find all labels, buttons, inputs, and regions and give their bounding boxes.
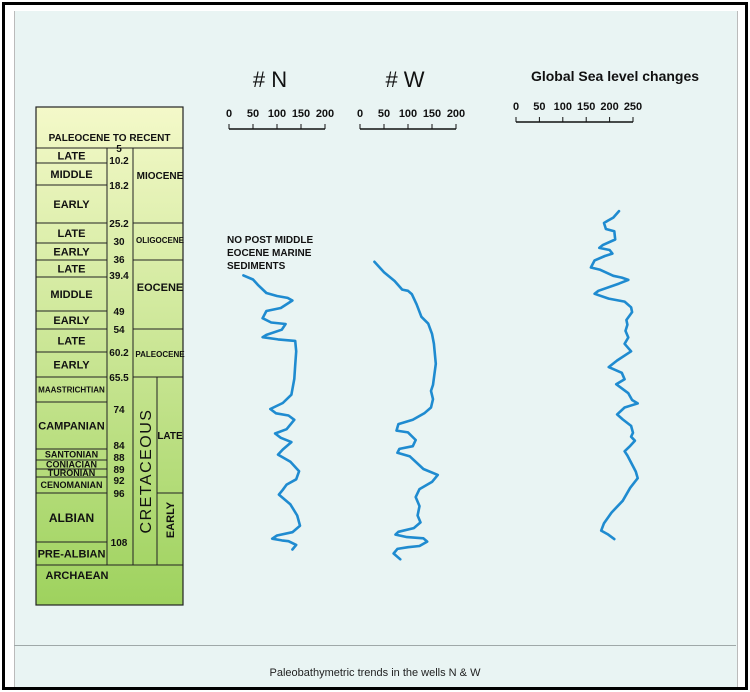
stage-label: CENOMANIAN xyxy=(40,480,103,491)
data-point xyxy=(437,474,439,476)
x-tick-label: 50 xyxy=(377,108,391,120)
data-point xyxy=(605,228,607,230)
data-point xyxy=(624,378,626,380)
age-tick-label: 10.2 xyxy=(109,156,129,167)
x-tick-label: 50 xyxy=(533,101,546,113)
data-point xyxy=(632,432,634,434)
data-point xyxy=(622,500,624,502)
data-point xyxy=(292,531,294,533)
age-tick-label: 36 xyxy=(113,255,125,266)
x-tick-label: 250 xyxy=(623,101,643,113)
data-point xyxy=(282,402,284,404)
data-point xyxy=(625,330,627,332)
x-tick-label: 150 xyxy=(291,108,311,120)
data-point xyxy=(393,553,395,555)
x-tick-label: 150 xyxy=(422,108,442,120)
age-tick-label: 92 xyxy=(113,476,125,487)
stage-label: ALBIAN xyxy=(48,510,95,525)
stage-label: CAMPANIAN xyxy=(38,420,105,433)
data-point xyxy=(604,255,606,257)
data-point xyxy=(432,384,434,386)
data-point xyxy=(630,425,632,427)
age-tick-label: 60.2 xyxy=(109,348,129,359)
data-point xyxy=(431,481,433,483)
data-point xyxy=(419,545,421,547)
subperiod-label: EARLY xyxy=(165,501,177,539)
data-point xyxy=(426,541,428,543)
subperiod-label: LATE xyxy=(157,431,183,442)
data-point xyxy=(295,478,297,480)
bottom-unit-label: ARCHAEAN xyxy=(45,570,109,582)
age-tick-label: 96 xyxy=(113,489,125,500)
data-point xyxy=(598,290,600,292)
data-point xyxy=(435,363,437,365)
stage-label: MIDDLE xyxy=(50,168,93,181)
figure-canvas xyxy=(5,5,745,660)
data-point xyxy=(399,448,401,450)
data-point xyxy=(603,522,605,524)
data-point xyxy=(432,398,434,400)
series-line xyxy=(591,211,638,539)
chart-annotation xyxy=(227,235,313,272)
data-point xyxy=(409,456,411,458)
x-tick-label: 0 xyxy=(225,108,233,120)
data-point xyxy=(275,412,277,414)
data-point xyxy=(406,536,408,538)
data-point xyxy=(616,360,618,362)
age-tick-label: 74 xyxy=(113,405,125,416)
data-point xyxy=(624,343,626,345)
age-tick-label: 65.5 xyxy=(109,373,129,384)
data-point xyxy=(286,484,288,486)
data-point xyxy=(374,261,376,263)
data-point xyxy=(599,269,601,271)
data-point xyxy=(629,445,631,447)
figure-frame xyxy=(2,2,748,690)
epoch-label: MIOCENE xyxy=(136,171,184,182)
data-point xyxy=(615,383,617,385)
data-point xyxy=(282,449,284,451)
data-point xyxy=(627,392,629,394)
data-point xyxy=(407,546,409,548)
data-point xyxy=(298,470,300,472)
data-point xyxy=(630,436,632,438)
data-point xyxy=(293,419,295,421)
data-point xyxy=(407,432,409,434)
stage-label: TURONIAN xyxy=(47,468,96,479)
data-point xyxy=(397,548,399,550)
data-point xyxy=(407,290,409,292)
data-point xyxy=(624,450,626,452)
data-point xyxy=(607,533,609,535)
data-point xyxy=(296,515,298,517)
data-point xyxy=(609,249,611,251)
age-tick-label: 89 xyxy=(113,465,125,476)
data-point xyxy=(274,433,276,435)
data-point xyxy=(262,317,264,319)
data-point xyxy=(417,515,419,517)
x-tick-label: 200 xyxy=(600,101,619,113)
data-point xyxy=(383,271,385,273)
x-tick-label: 100 xyxy=(267,108,287,120)
data-point xyxy=(290,461,292,463)
data-point xyxy=(270,322,272,324)
data-point xyxy=(292,549,294,551)
data-point xyxy=(600,530,602,532)
data-point xyxy=(286,428,288,430)
data-point xyxy=(269,408,271,410)
data-point xyxy=(630,350,632,352)
data-point xyxy=(415,439,417,441)
data-point xyxy=(608,298,610,300)
data-point xyxy=(612,275,614,277)
data-point xyxy=(294,340,296,342)
age-tick-label: 84 xyxy=(113,441,125,452)
data-point xyxy=(282,489,284,491)
data-point xyxy=(431,333,433,335)
data-point xyxy=(399,558,401,560)
data-point xyxy=(288,415,290,417)
data-point xyxy=(292,300,294,302)
data-point xyxy=(598,247,600,249)
data-point xyxy=(416,303,418,305)
data-point xyxy=(280,307,282,309)
data-point xyxy=(419,505,421,507)
data-point xyxy=(612,253,614,255)
data-point xyxy=(614,239,616,241)
data-point xyxy=(252,279,254,281)
data-point xyxy=(433,343,435,345)
x-tick-label: 0 xyxy=(356,108,364,120)
data-point xyxy=(294,364,296,366)
data-point xyxy=(627,324,629,326)
data-point xyxy=(281,329,283,331)
data-point xyxy=(613,538,615,540)
epoch-label: EOCENE xyxy=(136,282,184,294)
data-point xyxy=(276,535,278,537)
stratigraphic-column xyxy=(36,107,185,605)
data-point xyxy=(611,512,613,514)
stage-label: CONIACIAN xyxy=(46,459,97,470)
data-point xyxy=(635,471,637,473)
data-point xyxy=(278,494,280,496)
data-point xyxy=(412,445,414,447)
data-point xyxy=(594,260,596,262)
data-point xyxy=(295,544,297,546)
annotation-line: EOCENE MARINE xyxy=(227,248,312,259)
age-tick-label: 25.2 xyxy=(109,219,129,230)
data-point xyxy=(608,366,610,368)
data-point xyxy=(602,244,604,246)
data-point xyxy=(430,390,432,392)
data-point xyxy=(413,527,415,529)
data-point xyxy=(618,283,620,285)
data-point xyxy=(299,525,301,527)
data-point xyxy=(277,339,279,341)
stage-label: SANTONIAN xyxy=(44,449,99,460)
stage-label: MAASTRICHTIAN xyxy=(38,385,105,395)
age-tick-label: 39.4 xyxy=(109,271,129,282)
data-point xyxy=(276,295,278,297)
x-tick-label: 50 xyxy=(246,108,260,120)
data-point xyxy=(415,496,417,498)
age-tick-label: 18.2 xyxy=(109,181,129,192)
data-point xyxy=(290,504,292,506)
series-line xyxy=(243,275,300,549)
data-point xyxy=(271,538,273,540)
data-point xyxy=(287,297,289,299)
data-point xyxy=(293,378,295,380)
data-point xyxy=(613,230,615,232)
data-point xyxy=(630,306,632,308)
stage-label: PRE-ALBIAN xyxy=(37,548,106,561)
epoch-label: OLIGOCENE xyxy=(135,236,185,245)
data-point xyxy=(627,455,629,457)
data-point xyxy=(266,334,268,336)
data-point xyxy=(603,222,605,224)
x-tick-label: 100 xyxy=(398,108,418,120)
annotation-line: NO POST MIDDLE xyxy=(227,235,314,246)
stage-label: LATE xyxy=(57,335,86,348)
data-point xyxy=(281,540,283,542)
chart-panel xyxy=(513,68,699,540)
data-point xyxy=(421,316,423,318)
data-point xyxy=(624,301,626,303)
stratigraphy-header: PALEOCENE TO RECENT xyxy=(48,133,171,144)
data-point xyxy=(291,441,293,443)
stage-label: EARLY xyxy=(53,246,90,259)
data-point xyxy=(634,440,636,442)
data-point xyxy=(285,323,287,325)
data-point xyxy=(394,280,396,282)
chart-title: # N xyxy=(252,67,288,92)
age-tick-label: 30 xyxy=(113,237,125,248)
x-tick-label: 100 xyxy=(553,101,572,113)
data-point xyxy=(618,210,620,212)
period-label: CRETACEOUS xyxy=(138,408,155,534)
chart-panel xyxy=(226,67,334,550)
data-point xyxy=(398,531,400,533)
data-point xyxy=(621,372,623,374)
bathymetry-charts xyxy=(226,67,699,560)
data-point xyxy=(612,217,614,219)
data-point xyxy=(398,423,400,425)
age-tick-label: 49 xyxy=(113,307,125,318)
data-point xyxy=(629,487,631,489)
stage-label: LATE xyxy=(57,227,86,240)
data-point xyxy=(277,454,279,456)
age-tick-label: 88 xyxy=(113,453,125,464)
stage-label: EARLY xyxy=(53,359,90,372)
data-point xyxy=(401,289,403,291)
data-point xyxy=(295,350,297,352)
data-point xyxy=(627,279,629,281)
data-point xyxy=(397,452,399,454)
stage-label: EARLY xyxy=(53,198,90,211)
data-point xyxy=(395,534,397,536)
data-point xyxy=(607,220,609,222)
age-tick-label: 54 xyxy=(113,325,125,336)
data-point xyxy=(631,399,633,401)
data-point xyxy=(419,488,421,490)
data-point xyxy=(621,277,623,279)
data-point xyxy=(423,537,425,539)
annotation-line: SEDIMENTS xyxy=(227,261,286,272)
data-point xyxy=(412,419,414,421)
chart-title: Global Sea level changes xyxy=(530,68,700,84)
age-tick-label: 108 xyxy=(110,538,128,549)
data-point xyxy=(590,267,592,269)
stage-label: EARLY xyxy=(53,314,90,327)
data-point xyxy=(423,412,425,414)
data-point xyxy=(637,403,639,405)
data-point xyxy=(243,275,245,277)
data-point xyxy=(262,336,264,338)
age-tick-label: 5 xyxy=(116,144,122,155)
data-point xyxy=(594,293,596,295)
data-point xyxy=(396,430,398,432)
data-point xyxy=(637,477,639,479)
x-tick-label: 0 xyxy=(512,101,520,113)
figure-caption: Paleobathymetric trends in the wells N & W xyxy=(269,667,481,679)
epoch-label: PALEOCENE xyxy=(135,350,185,359)
data-point xyxy=(266,292,268,294)
stage-label: LATE xyxy=(57,150,86,163)
stage-label: MIDDLE xyxy=(50,288,93,301)
chart-title: # W xyxy=(385,67,425,92)
x-tick-label: 200 xyxy=(315,108,335,120)
x-tick-label: 200 xyxy=(446,108,466,120)
data-point xyxy=(616,414,618,416)
stage-label: LATE xyxy=(57,263,86,276)
data-point xyxy=(627,337,629,339)
data-point xyxy=(430,407,432,409)
data-point xyxy=(288,540,290,542)
data-point xyxy=(423,468,425,470)
data-point xyxy=(420,522,422,524)
data-point xyxy=(291,394,293,396)
chart-panel xyxy=(357,67,465,560)
data-point xyxy=(427,323,429,325)
data-point xyxy=(624,407,626,409)
data-point xyxy=(631,311,633,313)
series-line xyxy=(374,262,437,560)
data-point xyxy=(626,319,628,321)
data-point xyxy=(280,437,282,439)
data-point xyxy=(266,310,268,312)
x-tick-label: 150 xyxy=(577,101,596,113)
data-point xyxy=(622,419,624,421)
data-point xyxy=(257,284,259,286)
data-point xyxy=(411,293,413,295)
